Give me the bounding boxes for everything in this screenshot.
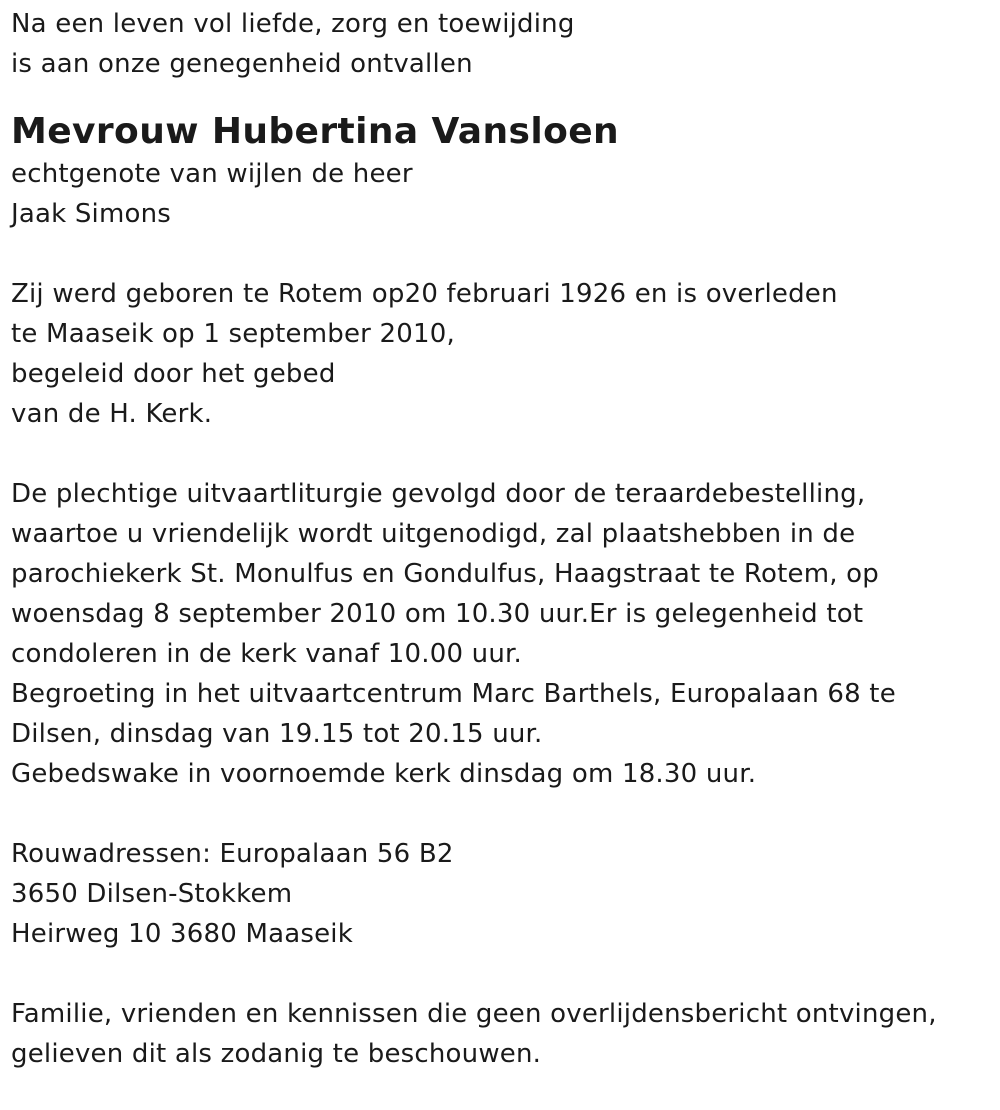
spacer (11, 234, 986, 274)
relation-line-2: Jaak Simons (11, 199, 172, 229)
spacer (11, 954, 986, 994)
funeral-line-2: waartoe u vriendelijk wordt uitgenodigd, zal plaatshebben in de (11, 519, 856, 549)
intro-line-2: is aan onze genegenheid ontvallen (11, 49, 473, 79)
address-line-2: 3650 Dilsen-Stokkem (11, 879, 293, 909)
spacer (11, 794, 986, 834)
funeral-line-3: parochiekerk St. Monulfus en Gondulfus, Haagstraat te Rotem, op (11, 559, 879, 589)
relation-line-1: echtgenote van wijlen de heer (11, 159, 413, 189)
funeral-line-7: Dilsen, dinsdag van 19.15 tot 20.15 uur. (11, 719, 543, 749)
spacer (11, 434, 986, 474)
closing-line-1: Familie, vrienden en kennissen die geen overlijdensbericht ontvingen, (11, 999, 937, 1029)
intro-line-1: Na een leven vol liefde, zorg en toewijding (11, 9, 575, 39)
address-line-3: Heirweg 10 3680 Maaseik (11, 919, 353, 949)
birth-death-line-1: Zij werd geboren te Rotem op20 februari 1926 en is overleden (11, 279, 838, 309)
birth-death-line-3: begeleid door het gebed (11, 359, 336, 389)
closing-line-2: gelieven dit als zodanig te beschouwen. (11, 1039, 542, 1069)
birth-death-line-2: te Maaseik op 1 september 2010, (11, 319, 455, 349)
funeral-line-6: Begroeting in het uitvaartcentrum Marc Barthels, Europalaan 68 te (11, 679, 896, 709)
address-line-1: Rouwadressen: Europalaan 56 B2 (11, 839, 454, 869)
funeral-line-8: Gebedswake in voornoemde kerk dinsdag om 18.30 uur. (11, 759, 757, 789)
funeral-line-4: woensdag 8 september 2010 om 10.30 uur.Er is gelegenheid tot (11, 599, 864, 629)
death-notice (11, 4, 986, 1074)
funeral-line-5: condoleren in de kerk vanaf 10.00 uur. (11, 639, 523, 669)
deceased-name: Mevrouw Hubertina Vansloen (11, 111, 620, 152)
funeral-line-1: De plechtige uitvaartliturgie gevolgd door de teraardebestelling, (11, 479, 866, 509)
birth-death-line-4: van de H. Kerk. (11, 399, 213, 429)
